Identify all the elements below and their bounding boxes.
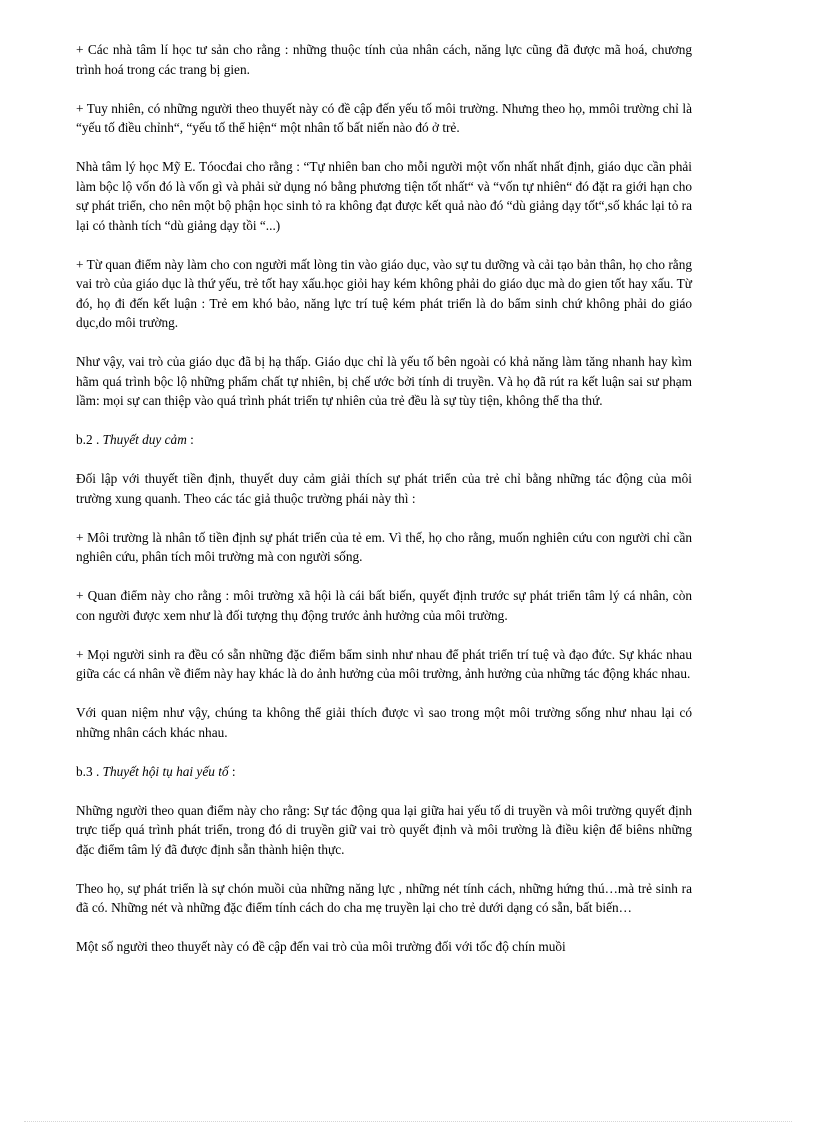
paragraph: + Môi trường là nhân tố tiền định sự phát triển của tẻ em. Vì thế, họ cho rằng, muốn nghiên cứu con người chỉ cần nghiên cứu, phân tích môi trường mà con người sống.	[76, 529, 692, 564]
heading-number: b.3 .	[76, 763, 100, 779]
paragraph: Những người theo quan điểm này cho rằng: Sự tác động qua lại giữa hai yếu tố di truyền và môi trường quyết định trực tiếp quá trình phát triển, trong đó di truyền giữ vai trò quyết định và môi trường là điều kiện để biêns những đặc điểm tâm lý đã được định sẵn thành hiện thực.	[76, 802, 692, 857]
paragraph: Với quan niệm như vậy, chúng ta không thể giải thích được vì sao trong một môi trường sống như nhau lại có những nhân cách khác nhau.	[76, 705, 692, 740]
section-heading-b2	[76, 430, 692, 450]
heading-title: Thuyết hội tụ hai yếu tố	[102, 763, 229, 779]
paragraph: Theo họ, sự phát triển là sự chón muồi của những năng lực , những nét tính cách, những hứng thú…mà trẻ sinh ra đã có. Những nét và những đặc điểm tính cách do cha mẹ truyền lại cho trẻ dưới dạng có sẵn, bất biến…	[76, 880, 692, 915]
paragraph: + Từ quan điểm này làm cho con người mất lòng tin vào giáo dục, vào sự tu dưỡng và cải tạo bản thân, họ cho rằng vai trò của giáo dục là thứ yếu, trẻ tốt hay xấu.học giỏi hay kém không phải do giáo dục mà do gien tốt hay xấu. Từ đó, họ đi đến kết luận : Trẻ em khó bảo, năng lực trí tuệ kém phát triển là do bẩm sinh chứ không phải do giáo dục,do môi trường.	[76, 256, 692, 330]
heading-suffix: :	[231, 763, 236, 779]
paragraph: + Mọi người sinh ra đều có sẵn những đặc điểm bẩm sinh như nhau để phát triển trí tuệ và đạo đức. Sự khác nhau giữa các cá nhân về điểm này hay khác là do ảnh hưởng của môi trường, ảnh hưởng của những tác động khác nhau.	[76, 646, 692, 681]
document-page	[76, 40, 692, 976]
heading-suffix: :	[190, 432, 194, 447]
paragraph: + Tuy nhiên, có những người theo thuyết này có đề cập đến yếu tố môi trường. Nhưng theo họ, mmôi trường chỉ là “yếu tố điều chỉnh“, “yếu tố thể hiện“ một nhân tố bất niến nào đó ở trẻ.	[76, 100, 692, 135]
heading-title: Thuyết duy cảm	[102, 432, 187, 447]
paragraph: Nhà tâm lý học Mỹ E. Tóocđai cho rằng : “Tự nhiên ban cho mỗi người một vốn nhất nhất định, giáo dục cần phải làm bộc lộ vốn đó là vốn gì và phải sử dụng nó bằng phương tiện tốt nhất“ và “vốn tự nhiên“ đó đặt ra giới hạn cho sự phát triển, cho nên một bộ phận học sinh tỏ ra không đạt được kết quả nào đó “dù giảng dạy tốt“,số khác lại tỏ ra lại có thành tích “dù giảng dạy tồi “...)	[76, 159, 692, 233]
paragraph: Đối lập với thuyết tiền định, thuyết duy cảm giải thích sự phát triển của trẻ chỉ bằng những tác động của môi trường xung quanh. Theo các tác giả thuộc trường phái này thì :	[76, 471, 692, 506]
page-bottom-divider	[24, 1121, 792, 1122]
paragraph: Một số người theo thuyết này có đề cập đến vai trò của môi trường đối với tốc độ chín muồi	[76, 939, 566, 954]
paragraph: + Quan điểm này cho rằng : môi trường xã hội là cái bất biến, quyết định trước sự phát triển tâm lý cá nhân, còn con người được xem như là đối tượng thụ động trước ảnh hưởng của môi trường.	[76, 588, 692, 623]
paragraph: Như vậy, vai trò của giáo dục đã bị hạ thấp. Giáo dục chỉ là yếu tố bên ngoài có khả năng làm tăng nhanh hay kìm hãm quá trình bộc lộ những phẩm chất tự nhiên, bị chế ước bởi tính di truyền. Và họ đã rút ra kết luận sai sư phạm lầm: mọi sự can thiệp vào quá trình phát triển tự nhiên của trẻ đều là sự tùy tiện, không thể tha thứ.	[76, 354, 692, 408]
paragraph: + Các nhà tâm lí học tư sản cho rằng : những thuộc tính của nhân cách, năng lực cũng đã được mã hoá, chương trình hoá trong các trang bị gien.	[76, 42, 692, 77]
section-heading-b3	[76, 762, 692, 782]
heading-number: b.2 .	[76, 432, 100, 447]
